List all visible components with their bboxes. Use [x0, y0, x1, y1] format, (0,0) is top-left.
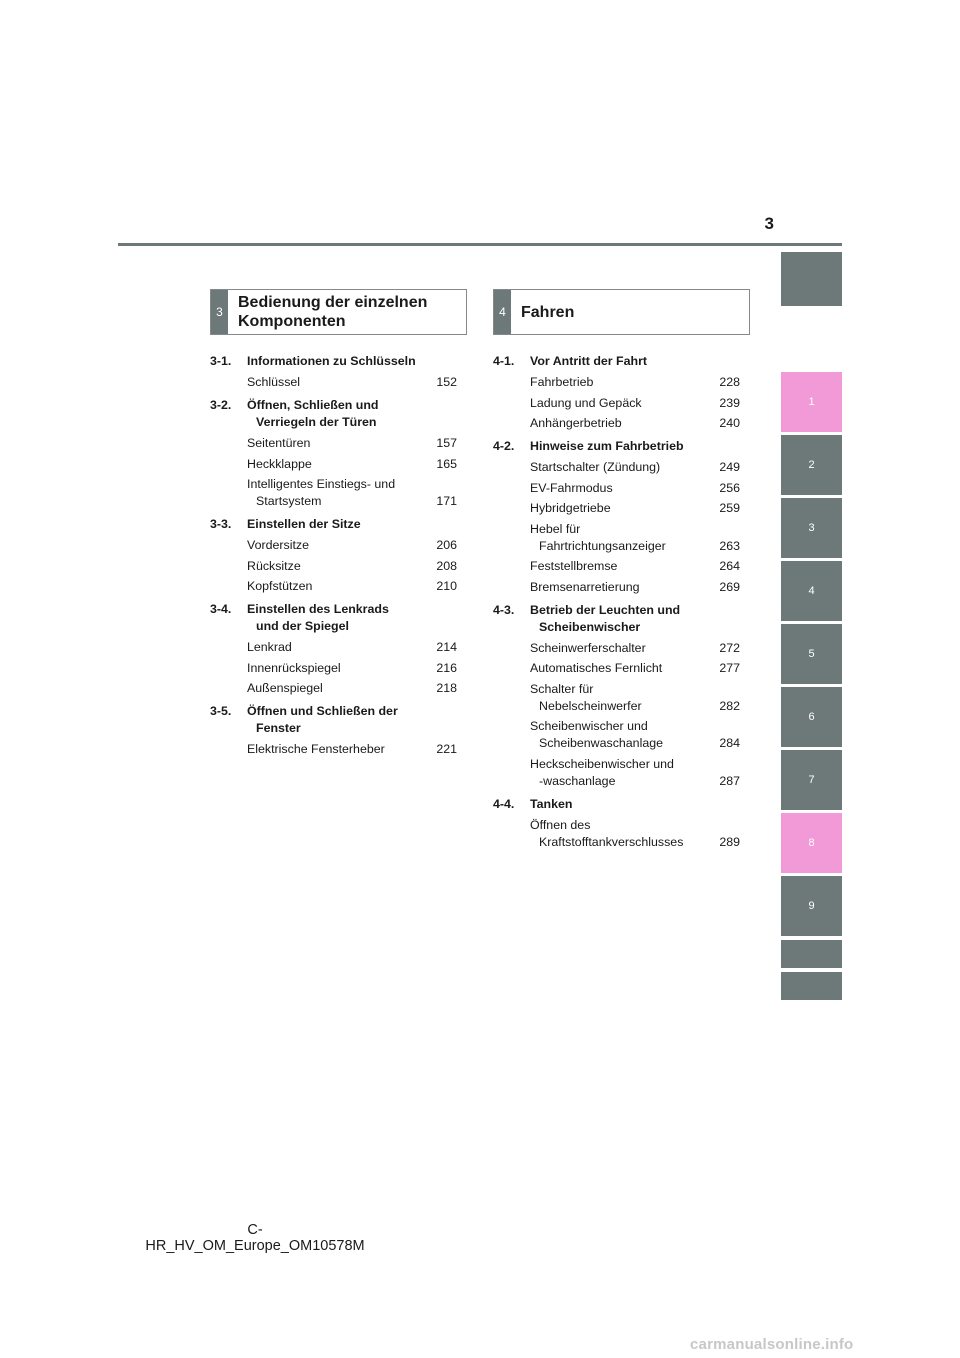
toc-group-number: 3-2. — [210, 398, 232, 412]
toc-entry[interactable] — [493, 415, 740, 432]
toc-entry[interactable] — [210, 374, 457, 391]
toc-entry-page: 218 — [436, 681, 457, 695]
toc-group-heading[interactable] — [210, 353, 457, 370]
toc-entry-page: 264 — [719, 559, 740, 573]
section-header-3 — [210, 289, 467, 335]
chapter-tab-6[interactable]: 6 — [781, 687, 842, 747]
toc-entry-page: 256 — [719, 480, 740, 495]
document-footer: C-HR_HV_OM_Europe_OM10578M — [145, 1222, 365, 1254]
toc-entry-page: 269 — [719, 579, 740, 594]
toc-entry-page: 240 — [719, 416, 740, 430]
toc-entry[interactable] — [210, 558, 457, 575]
toc-entry-page: 277 — [719, 661, 740, 675]
toc-entry-title: Bremsenarretierung — [530, 579, 640, 594]
toc-group-title: Vor Antritt der Fahrt — [530, 354, 648, 368]
chapter-tab-4[interactable]: 4 — [781, 561, 842, 621]
toc-entry[interactable] — [493, 681, 740, 715]
toc-entry[interactable] — [493, 558, 740, 575]
toc-entry-title: Vordersitze — [247, 538, 309, 552]
chapter-tab-1[interactable]: 1 — [781, 372, 842, 432]
toc-entry-page: 239 — [719, 395, 740, 410]
toc-entry-page: 259 — [719, 501, 740, 515]
toc-entry[interactable] — [210, 660, 457, 677]
toc-entry-page: 228 — [719, 375, 740, 389]
top-rule — [118, 243, 842, 246]
toc-entry[interactable] — [210, 578, 457, 595]
toc-group — [210, 703, 457, 758]
toc-group-title: Öffnen und Schließen der Fenster — [247, 704, 398, 735]
toc-group — [493, 438, 740, 596]
toc-entry[interactable] — [210, 741, 457, 758]
toc-group-heading[interactable] — [493, 602, 740, 636]
toc-entry-page: 272 — [719, 640, 740, 655]
toc-entry[interactable] — [493, 660, 740, 677]
toc-entry[interactable] — [493, 395, 740, 412]
toc-entry-page: 216 — [436, 660, 457, 675]
toc-entry-page: 289 — [719, 834, 740, 849]
toc-group-number: 4-2. — [493, 439, 515, 453]
toc-entry-title: Innenrückspiegel — [247, 660, 341, 675]
chapter-tab-5[interactable]: 5 — [781, 624, 842, 684]
toc-entry-page: 171 — [436, 494, 457, 508]
toc-group-title: Informationen zu Schlüsseln — [247, 354, 416, 368]
toc-group-title: Betrieb der Leuchten und Scheibenwischer — [530, 602, 681, 634]
toc-entry-title: Automatisches Fernlicht — [530, 661, 663, 675]
toc-entry[interactable] — [210, 476, 457, 510]
toc-entry-title: Ladung und Gepäck — [530, 395, 642, 410]
toc-group-number: 3-4. — [210, 602, 232, 616]
toc-group-number: 3-3. — [210, 517, 232, 531]
toc-entry-page: 263 — [719, 538, 740, 553]
toc-group — [210, 353, 457, 391]
chapter-tab-9[interactable]: 9 — [781, 876, 842, 936]
toc-entry[interactable] — [493, 374, 740, 391]
toc-entry-title: Heckscheibenwischer und -waschanlage — [530, 756, 674, 788]
toc-entry-title: Startschalter (Zündung) — [530, 460, 661, 474]
toc-entry-title: Schlüssel — [247, 375, 301, 389]
toc-entry-title: Fahrbetrieb — [530, 375, 594, 389]
toc-entry-title: Außenspiegel — [247, 681, 323, 695]
toc-entry[interactable] — [210, 456, 457, 473]
toc-entry-title: EV-Fahrmodus — [530, 480, 613, 495]
toc-entry-title: Elektrische Fensterheber — [247, 742, 385, 756]
toc-entry[interactable] — [493, 579, 740, 596]
page-number: 3 — [764, 214, 774, 233]
toc-group-title: Tanken — [530, 796, 573, 811]
toc-group-title: Einstellen der Sitze — [247, 517, 361, 531]
chapter-tab-blank[interactable] — [781, 940, 842, 968]
toc-entry-page: 284 — [719, 736, 740, 750]
toc-group-title: Öffnen, Schließen und Verriegeln der Türen — [247, 398, 379, 429]
toc-entry[interactable] — [210, 639, 457, 656]
toc-group-heading[interactable] — [493, 353, 740, 370]
toc-group-heading[interactable] — [210, 601, 457, 635]
toc-group-number: 3-5. — [210, 704, 232, 718]
toc-group — [210, 601, 457, 697]
toc-column-3 — [210, 353, 457, 764]
toc-group-heading[interactable] — [493, 438, 740, 455]
toc-group-heading[interactable] — [210, 397, 457, 431]
toc-entry-title: Intelligentes Einstiegs- und Startsystem — [247, 477, 396, 508]
toc-entry-title: Seitentüren — [247, 436, 311, 450]
toc-group-title: Hinweise zum Fahrbetrieb — [530, 439, 684, 453]
toc-entry[interactable] — [493, 500, 740, 517]
section-title: Bedienung der einzelnen Komponenten — [238, 294, 428, 330]
toc-entry[interactable] — [210, 435, 457, 452]
section-title: Fahren — [521, 303, 575, 321]
toc-group-number: 4-3. — [493, 602, 515, 617]
toc-entry-page: 282 — [719, 698, 740, 713]
toc-entry-title: Schalter für Nebelscheinwerfer — [530, 681, 642, 713]
toc-entry-title: Rücksitze — [247, 558, 301, 573]
section-number: 4 — [494, 290, 511, 334]
toc-entry-page: 287 — [719, 773, 740, 788]
toc-entry[interactable] — [493, 756, 740, 790]
toc-group — [493, 353, 740, 432]
toc-group — [493, 796, 740, 851]
toc-group — [210, 397, 457, 510]
toc-entry-title: Kopfstützen — [247, 579, 313, 593]
toc-entry-title: Scheinwerferschalter — [530, 640, 646, 655]
chapter-tab-3[interactable]: 3 — [781, 498, 842, 558]
toc-entry[interactable] — [493, 521, 740, 555]
toc-entry-page: 214 — [436, 640, 457, 654]
toc-entry[interactable] — [493, 480, 740, 497]
watermark[interactable]: carmanualsonline.info — [690, 1336, 854, 1353]
toc-group — [493, 602, 740, 790]
chapter-tab-blank[interactable] — [781, 972, 842, 1000]
toc-entry-title: Hybridgetriebe — [530, 501, 611, 515]
chapter-tab-2[interactable]: 2 — [781, 435, 842, 495]
toc-entry[interactable] — [493, 640, 740, 657]
toc-entry-title: Öffnen des Kraftstofftankverschlusses — [530, 817, 684, 849]
toc-entry[interactable] — [210, 680, 457, 697]
toc-group-heading[interactable] — [210, 703, 457, 737]
toc-entry-title: Lenkrad — [247, 640, 292, 654]
toc-entry-page: 206 — [436, 538, 457, 552]
toc-group-heading[interactable] — [493, 796, 740, 813]
toc-entry-page: 152 — [436, 375, 457, 389]
chapter-tab-7[interactable]: 7 — [781, 750, 842, 810]
toc-group-title: Einstellen des Lenkrads und der Spiegel — [247, 602, 389, 633]
toc-entry-page: 210 — [436, 579, 457, 593]
toc-entry[interactable] — [493, 718, 740, 752]
toc-group-number: 4-1. — [493, 354, 515, 368]
section-header-4 — [493, 289, 750, 335]
toc-group-number: 4-4. — [493, 796, 515, 811]
toc-entry-page: 165 — [436, 456, 457, 471]
toc-entry[interactable] — [210, 537, 457, 554]
toc-entry[interactable] — [493, 817, 740, 851]
toc-entry-page: 208 — [436, 558, 457, 573]
section-number: 3 — [211, 290, 228, 334]
toc-entry-page: 157 — [436, 436, 457, 450]
toc-group-number: 3-1. — [210, 354, 232, 368]
toc-entry-title: Anhängerbetrieb — [530, 416, 622, 430]
toc-entry-title: Scheibenwischer und Scheibenwaschanlage — [530, 719, 663, 750]
toc-entry-title: Hebel für Fahrtrichtungsanzeiger — [530, 521, 666, 553]
toc-entry-title: Feststellbremse — [530, 559, 618, 573]
toc-entry-page: 249 — [719, 460, 740, 474]
toc-entry[interactable] — [493, 459, 740, 476]
toc-entry-page: 221 — [436, 742, 457, 756]
toc-group — [210, 516, 457, 595]
chapter-tab-8[interactable]: 8 — [781, 813, 842, 873]
toc-group-heading[interactable] — [210, 516, 457, 533]
toc-entry-title: Heckklappe — [247, 456, 312, 471]
chapter-tab-blank[interactable] — [781, 252, 842, 306]
toc-column-4 — [493, 353, 740, 857]
